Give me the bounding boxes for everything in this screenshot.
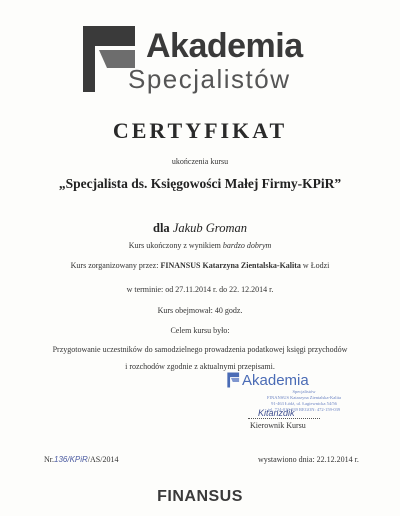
organizer-stamp <box>224 372 384 420</box>
stamp-line-1: Specjalistów <box>292 389 316 394</box>
issue-date: wystawiono dnia: 22.12.2014 r. <box>258 455 359 464</box>
recipient-name: Jakub Groman <box>172 221 247 235</box>
for-label: dla <box>153 221 170 235</box>
course-goal-line-2: i rozchodów zgodnie z aktualnymi przepisami. <box>125 362 275 371</box>
logo-subtitle: Specjalistów <box>128 64 291 94</box>
stamp-line-4: tel. 724-010-039 REGON: 472-159-039 <box>267 407 341 412</box>
completion-label: ukończenia kursu <box>171 157 229 166</box>
organizer-text: Kurs zorganizowany przez: <box>70 261 159 270</box>
signature-line <box>248 418 320 419</box>
certificate-title: CERTYFIKAT <box>112 118 288 143</box>
organizer-line <box>0 261 400 270</box>
course-name: „Specjalista ds. Księgowości Małej Firmy-KPiR” <box>58 176 342 191</box>
recipient-line <box>0 221 400 236</box>
stamp-logo-icon <box>226 372 240 388</box>
stamp-logo-text: Akademia <box>242 372 309 389</box>
stamp-line-2: FINANSUS Katarzyna Zientalska-Kalita <box>267 395 341 400</box>
result-value: bardzo dobrym <box>222 241 272 250</box>
result-text: Kurs ukończony z wynikiem <box>128 241 221 250</box>
result-line <box>0 241 400 250</box>
course-hours: Kurs obejmował: 40 godz. <box>157 306 243 315</box>
finansus-logo: FINANSUS <box>157 488 243 505</box>
course-goal-line-1: Przygotowanie uczestników do samodzielnego prowadzenia podatkowej księgi przychodów <box>52 345 348 354</box>
logo-title: Akademia <box>146 27 303 65</box>
stamp-line-3: 91-463 Łódź, ul. Łagiewnicka 54/56 <box>271 401 337 406</box>
number-handwritten: 136/KPiR <box>54 455 88 464</box>
course-dates: w terminie: od 27.11.2014 r. do 22. 12.2014 r. <box>126 285 274 294</box>
course-goal-label: Celem kursu było: <box>170 326 230 335</box>
number-suffix: /AS/2014 <box>87 455 119 464</box>
signature-label: Kierownik Kursu <box>250 421 306 430</box>
organizer-city: w Łodzi <box>302 261 330 270</box>
number-prefix: Nr. <box>44 455 54 464</box>
handwritten-signature: Kitanzdik <box>258 408 295 418</box>
organizer-name: FINANSUS Katarzyna Zientalska-Kalita <box>160 261 301 270</box>
certificate-number <box>44 455 118 464</box>
